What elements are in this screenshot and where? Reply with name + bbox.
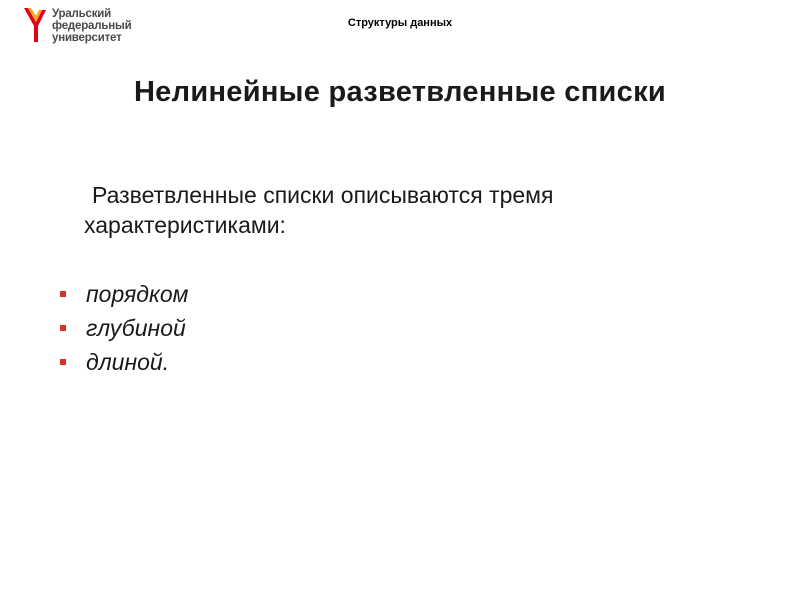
logo-line-1: Уральский: [52, 8, 112, 20]
list-item: [58, 346, 188, 380]
bullet-list: [58, 278, 188, 380]
bullet-square-icon: [60, 359, 66, 365]
intro-paragraph: Разветвленные списки описываются тремя характеристиками:: [84, 182, 554, 238]
list-item: [58, 312, 188, 346]
bullet-square-icon: [60, 325, 66, 331]
course-subject: Структуры данных: [347, 17, 453, 29]
list-item: [58, 278, 188, 312]
list-item-text: порядком: [86, 281, 189, 307]
list-item-text: длиной.: [86, 349, 170, 375]
bullet-square-icon: [60, 291, 66, 297]
logo-line-2: федеральный: [52, 20, 132, 32]
logo-line-3: университет: [52, 32, 122, 44]
list-item-text: глубиной: [86, 315, 186, 341]
slide-title: Нелинейные разветвленные списки: [133, 76, 667, 108]
